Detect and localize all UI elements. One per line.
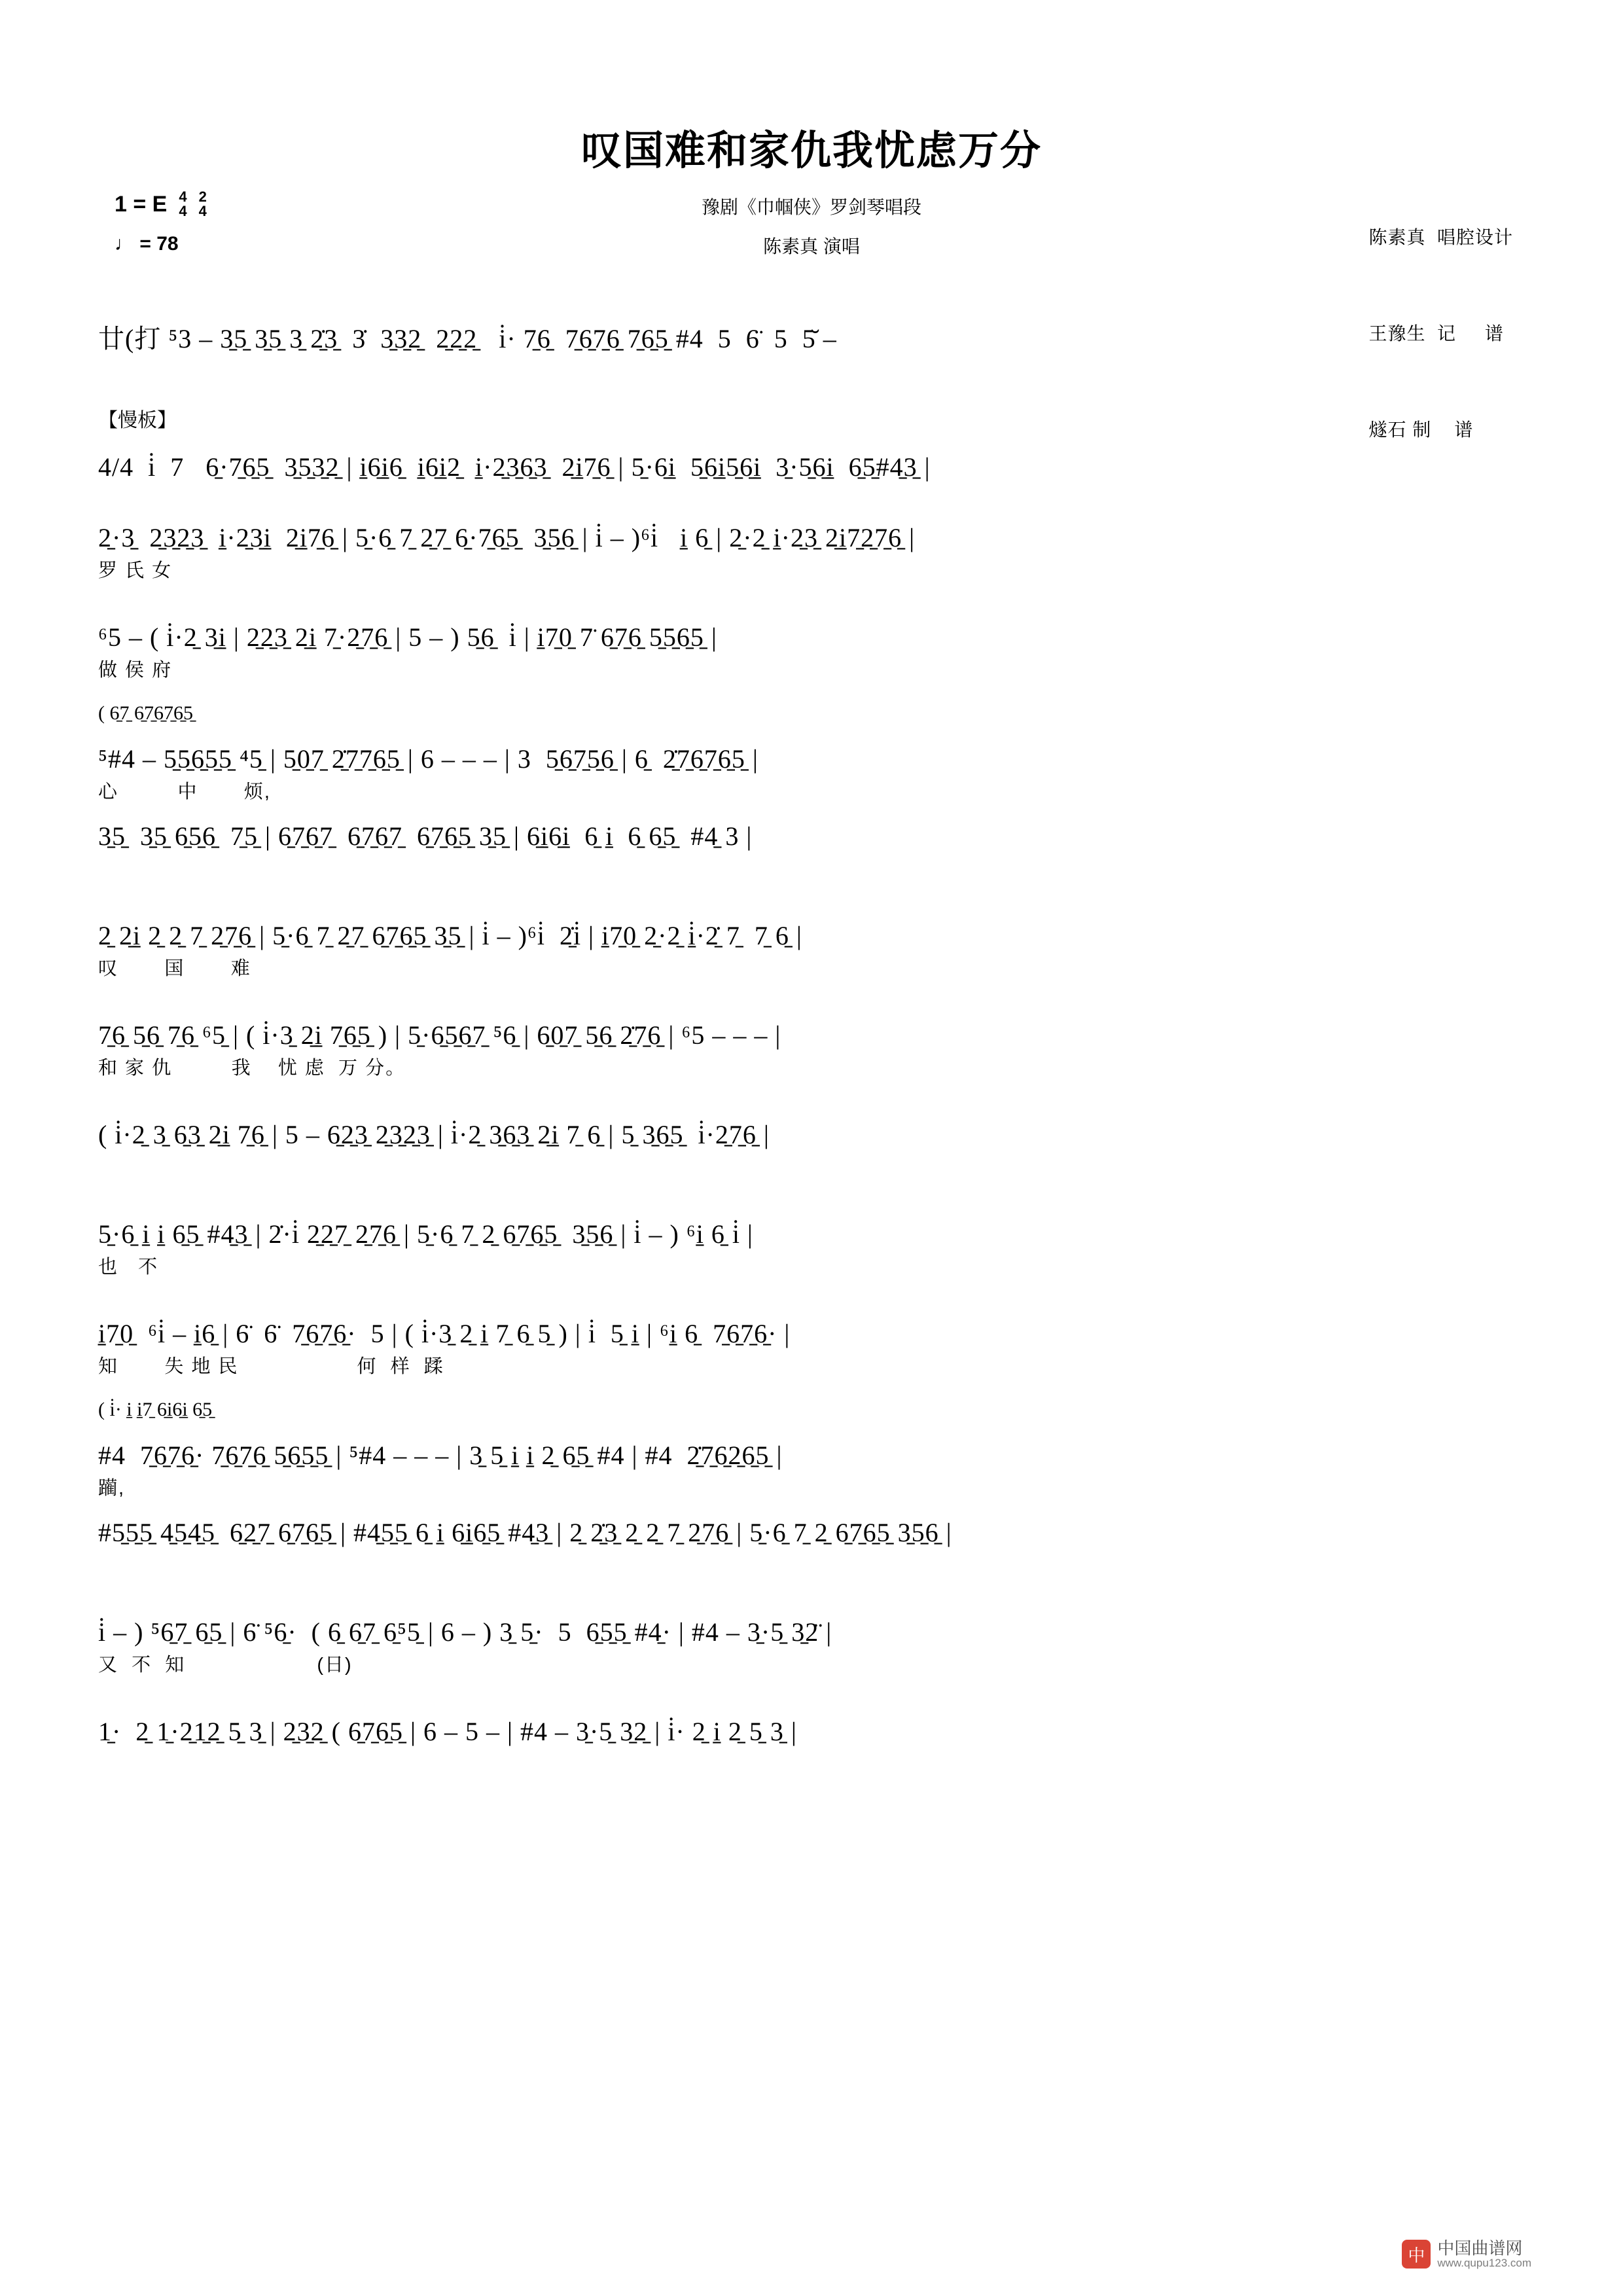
notation-line: 2̱·3̱ 2̱3̱2̱3̱ i̱·2̱3̱i̱ 2̱i̱7̱6̱ | 5̱·6̱ 7̱ 2̱7̱ 6̱·7̱6̱5̱ 3̱5̱6̱ | i̇ – )⁶i̇ i̱ 6̱ | 2̱·2̱ i̱·2̱3̱ 2̱i̱7̱2̱7̱6̱ | — [98, 523, 916, 552]
credit-line-1: 陈素真 唱腔设计 — [1368, 227, 1513, 247]
section-marker: 【慢板】 — [98, 410, 177, 431]
music-system — [98, 596, 1531, 696]
music-system — [98, 696, 1531, 802]
music-system — [98, 497, 1531, 596]
notation-line: 2̱ 2̱i̱ 2̱ 2̱ 7̱ 2̱7̱6̱ | 5̱·6̱ 7̱ 2̱7̱ 6̱7̱6̱5̱ 3̱5̱ | i̇ – )⁶i̇ 2̱̇i̇ | i̱7̱0̱ 2̱·2̱ i̱̇·2̱̇ 7̱ 7̱ 6̱ | — [98, 921, 802, 950]
time-signature-secondary: 2 4 — [198, 188, 207, 219]
notation-line: ⁶5 – ( i̇·2̱ 3̱i̱ | 2̱2̱3̱ 2̱i̱ 7̱·2̱7̱6̱ | 5 – ) 5̱6̱ i̇ | i̱7̱0̱ 7̈ 6̱7̱6̱ 5̱5̱6̱5̱ | — [98, 622, 717, 652]
credit-line-2: 王豫生 记 谱 — [1368, 323, 1504, 344]
system-annotation: ( 6̱7̱ 6̱7̱6̱7̱6̱5̱ — [98, 702, 193, 724]
time-signature-primary: 4 4 — [179, 188, 187, 219]
lyric-line: 叹 国 难 — [98, 958, 251, 979]
music-system — [98, 1492, 1531, 1591]
notation-line: i̇ – ) ⁵6̱7̱ 6̱5̱ | 6̈ ⁵6̱· ( 6̱ 6̱7̱ 6̱⁵5̱ | 6 – ) 3̱ 5̱· 5 6̱5̱5̱ #4̱· | #4 – 3̱·5̱ 3̱2̈ | — [98, 1617, 832, 1647]
music-staff — [98, 298, 1531, 1790]
lyric-line: 和 家 仇 我 忧 虑 万 分。 — [98, 1058, 406, 1079]
notation-line: 5̱·6̱ i̱ i̱ 6̱5̱ #4̱3̱ | 2̇·i̇ 2̱2̱7̱ 2̱7̱6̱ | 5̱·6̱ 7̱ 2̱ 6̱7̱6̱5̱ 3̱5̱6̱ | i̇ – ) ⁶i̱ 6̱ i̇ | — [98, 1219, 753, 1249]
notation-line: 7̱6̱ 5̱6̱ 7̱6̱ ⁶5̱ | ( i̇·3̱ 2̱i̱ 7̱6̱5̱ ) | 5̱·6̱5̱6̱7̱ ⁵6̱ | 6̱0̱7̱ 5̱6̱ 2̱̇7̱6̱ | ⁶5 – – – | — [98, 1020, 781, 1050]
notation-line: ( i̇·2̱ 3̱ 6̱3̱ 2̱i̱ 7̱6̱ | 5 – 6̱2̱3̱ 2̱3̱2̱3̱ | i̇·2̱ 3̱6̱3̱ 2̱i̱ 7̱ 6̱ | 5̱ 3̱6̱5̱ i̇·2̱7̱6̱ | — [98, 1120, 770, 1149]
key-tempo-block — [115, 190, 207, 255]
page-title: 叹国难和家仇我忧虑万分 — [580, 128, 1042, 173]
lyric-line: 心 中 烦, — [98, 781, 271, 802]
music-system — [98, 298, 1531, 397]
notation-line: 3̱5̱ 3̱5̱ 6̱5̱6̱ 7̱5̱ | 6̱7̱6̱7̱ 6̱7̱6̱7̱ 6̱7̱6̱5̱ 3̱5̱ | 6̱i̱6̱i̱ 6̱ i̱ 6̱ 6̱5̱ #4̱ 3 | — [98, 821, 753, 851]
notation-line: 廿(打 ⁵3 – 3̱5̱ 3̱5̱ 3̱ 2̱̇3̱ 3̇ 3̱3̱2̱ 2̱2̱2̱ i̇· 7̱6̱ 7̱6̱7̱6̱ 7̱6̱5̱ #4 5 6̈ 5 5̆ – — [98, 324, 837, 353]
subtitle-work: 豫剧《巾帼侠》罗剑琴唱段 — [701, 197, 921, 217]
music-system — [98, 895, 1531, 994]
watermark-site-url: www.qupu123.com — [1437, 2257, 1531, 2270]
notation-line: ⁵#4 – 5̱5̱6̱5̱5̱ ⁴5̱ | 5̱0̱7̱ 2̱̇7̱7̱6̱5̱ | 6 – – – | 3 5̱6̱7̱5̱6̱ | 6̱ 2̱̇7̱6̱7̱6̱5̱ | — [98, 744, 758, 774]
credit-line-3: 燧石 制 谱 — [1368, 420, 1474, 440]
system-annotation: ( i̇· i̱ i̱7̱ 6̱i̱6̱i̱ 6̱5̱ — [98, 1399, 213, 1420]
subtitle-performer: 陈素真 演唱 — [763, 236, 860, 257]
music-system — [98, 1293, 1531, 1392]
lyric-line: 罗 氏 女 — [98, 560, 173, 581]
key-signature-line — [115, 190, 207, 219]
notation-line: #4 7̱6̱7̱6̱· 7̱6̱7̱6̱ 5̱6̱5̱5̱ | ⁵#4 – – – | 3̱ 5̱ i̱ i̱ 2̱ 6̱5̱ #4 | #4 2̱̇7̱6̱2̱6̱5̱ | — [98, 1441, 783, 1470]
notation-line: 4/4 i̇ 7 6̱·7̱6̱5̱ 3̱5̱3̱2̱ | i̱6̱i̱6̱ i̱6̱i̱2̱ i̱·2̱3̱6̱3̱ 2̱i̱7̱6̱ | 5̱·6̱i̱ 5̱6̱i̱5̱6̱i̱ 3̱·5̱6̱i̱ 6̱5̱#4̱3̱ | — [98, 452, 931, 482]
notation-line: #5̱5̱5̱ 4̱5̱4̱5̱ 6̱2̱7̱ 6̱7̱6̱5̱ | #4̱5̱5̱ 6̱ i̱ 6̱i̱6̱5̱ #4̱3̱ | 2̱ 2̱̇3̱ 2̱ 2̱ 7̱ 2̱7̱6̱ | 5̱·6̱ 7̱ 2̱ 6̱7̱6̱5̱ 3̱5̱6̱ | — [98, 1518, 952, 1547]
music-system — [98, 1591, 1531, 1691]
music-system — [98, 994, 1531, 1094]
lyric-line: 也 不 — [98, 1257, 159, 1278]
site-watermark — [1402, 2239, 1531, 2270]
lyric-line: 又 不 知 (日) — [98, 1655, 353, 1676]
music-system — [98, 1392, 1531, 1499]
lyric-line: 做 侯 府 — [98, 660, 173, 681]
watermark-logo-icon: 中 — [1402, 2240, 1431, 2269]
key-signature: 1 = E — [115, 191, 168, 217]
notation-line: i̱7̱0̱ ⁶i̇ – i̱6̱ | 6̈ 6̈ 7̱6̱7̱6̱· 5 | ( i̇·3̱ 2̱ i̱ 7̱ 6̱ 5̱ ) | i̇ 5̱ i̱ | ⁶i̱ 6̱ 7̱6̱7̱6̱· | — [98, 1319, 791, 1348]
lyric-line: 躏, — [98, 1478, 126, 1499]
lyric-line: 知 失 地 民 何 样 蹂 — [98, 1356, 444, 1377]
music-system — [98, 1691, 1531, 1790]
music-system — [98, 397, 1531, 497]
music-system — [98, 1094, 1531, 1193]
notation-line: 1̱· 2̱ 1̱·2̱1̱2̱ 5̱ 3̱ | 2̱3̱2̱ ( 6̱7̱6̱5̱ | 6 – 5 – | #4 – 3̱·5̱ 3̱2̱ | i̇· 2̱ i̱ 2̱ 5̱ 3̱ | — [98, 1717, 797, 1746]
watermark-text — [1437, 2239, 1531, 2270]
watermark-site-name: 中国曲谱网 — [1437, 2238, 1523, 2258]
music-system — [98, 795, 1531, 895]
music-system — [98, 1193, 1531, 1293]
tempo-marking: ♩ = 78 — [115, 233, 179, 255]
